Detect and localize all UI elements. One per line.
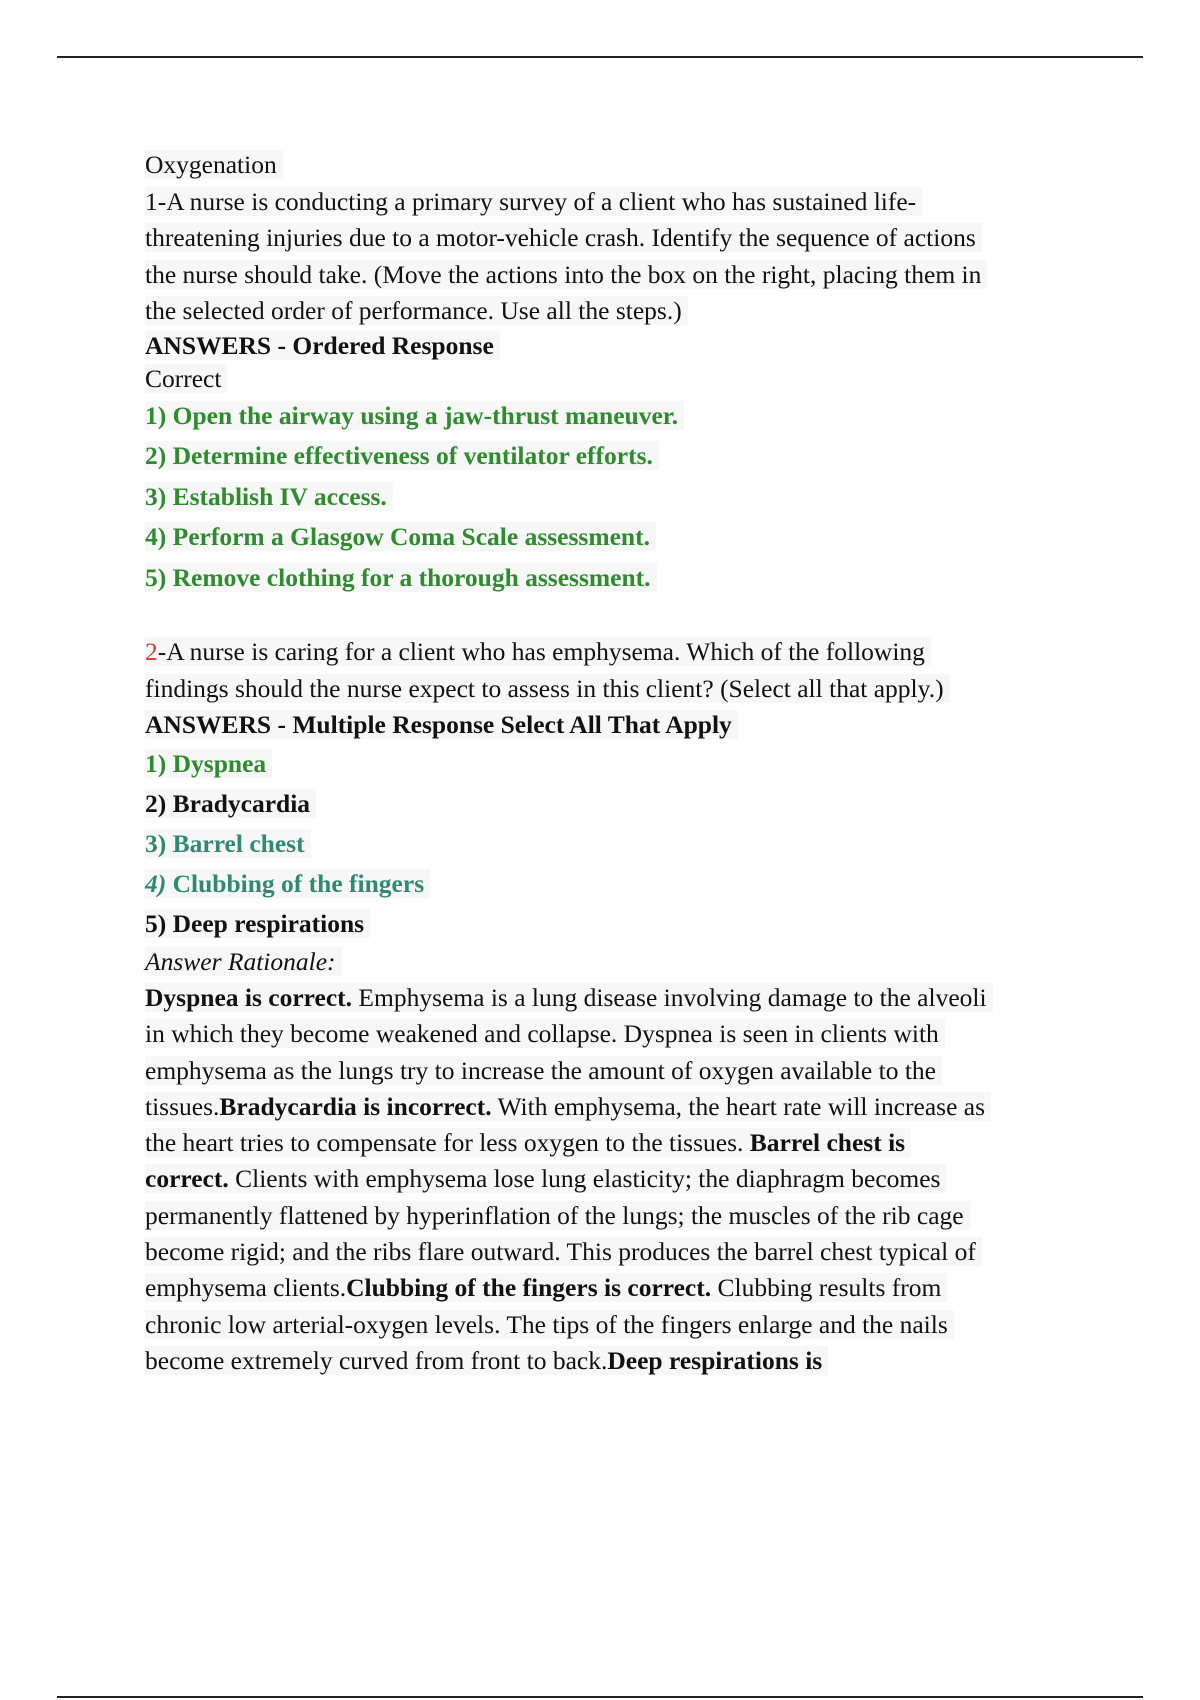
- question-1-answers-heading: ANSWERS - Ordered Response: [145, 330, 1085, 362]
- bottom-rule: [57, 1696, 1143, 1698]
- top-rule: [57, 56, 1143, 58]
- rationale-line: chronic low arterial-oxygen levels. The tips of the fingers enlarge and the nails: [145, 1307, 1085, 1343]
- rationale-line: become rigid; and the ribs flare outward. This produces the barrel chest typical of: [145, 1234, 1085, 1270]
- option-number: 4): [145, 868, 167, 898]
- question-2-number: 2: [145, 637, 158, 666]
- rationale-line: permanently flattened by hyperinflation of the lungs; the muscles of the rib cage: [145, 1198, 1085, 1234]
- question-1-line: threatening injuries due to a motor-vehicle crash. Identify the sequence of actions: [145, 220, 1085, 257]
- rationale-line: tissues.Bradycardia is incorrect. With emphysema, the heart rate will increase as: [145, 1089, 1085, 1125]
- rationale-line: Dyspnea is correct. Emphysema is a lung disease involving damage to the alveoli: [145, 980, 1085, 1016]
- rationale-line: the heart tries to compensate for less oxygen to the tissues. Barrel chest is: [145, 1125, 1085, 1161]
- question-1-line: 1-A nurse is conducting a primary survey of a client who has sustained life-: [145, 184, 1085, 221]
- question-2: [145, 634, 1085, 1379]
- question-2-line: findings should the nurse expect to assess in this client? (Select all that apply.): [145, 671, 1085, 708]
- section-title: Oxygenation: [145, 147, 1085, 184]
- question-2-option: 3) Barrel chest: [145, 824, 1085, 864]
- question-1-answer: 5) Remove clothing for a thorough assessment.: [145, 558, 1085, 599]
- question-2-option: [145, 864, 1085, 904]
- question-1-line: the nurse should take. (Move the actions into the box on the right, placing them in: [145, 257, 1085, 294]
- option-text: Clubbing of the fingers: [166, 868, 425, 898]
- question-1-answer: 3) Establish IV access.: [145, 477, 1085, 518]
- question-1-answer: 4) Perform a Glasgow Coma Scale assessment.: [145, 517, 1085, 558]
- question-2-option: 5) Deep respirations: [145, 904, 1085, 944]
- rationale-line: correct. Clients with emphysema lose lung elasticity; the diaphragm becomes: [145, 1161, 1085, 1197]
- question-1-line: the selected order of performance. Use all the steps.): [145, 293, 1085, 330]
- rationale-text: [145, 980, 1085, 1379]
- question-1-answer: 2) Determine effectiveness of ventilator efforts.: [145, 436, 1085, 477]
- question-1: [145, 184, 1085, 599]
- question-2-text: -A nurse is caring for a client who has emphysema. Which of the following: [157, 637, 925, 666]
- rationale-line: become extremely curved from front to back.Deep respirations is: [145, 1343, 1085, 1379]
- rationale-line: emphysema as the lungs try to increase the amount of oxygen available to the: [145, 1053, 1085, 1089]
- question-2-option: 2) Bradycardia: [145, 784, 1085, 824]
- question-1-answer: 1) Open the airway using a jaw-thrust maneuver.: [145, 396, 1085, 437]
- question-2-line: [145, 634, 1085, 671]
- spacer: [145, 598, 1085, 634]
- question-2-option: 1) Dyspnea: [145, 744, 1085, 784]
- rationale-line: emphysema clients.Clubbing of the fingers is correct. Clubbing results from: [145, 1270, 1085, 1306]
- rationale-label: Answer Rationale:: [145, 944, 1085, 981]
- rationale-line: in which they become weakened and collapse. Dyspnea is seen in clients with: [145, 1016, 1085, 1052]
- question-2-answers-heading: ANSWERS - Multiple Response Select All That Apply: [145, 707, 1085, 744]
- question-1-status: Correct: [145, 362, 1085, 396]
- document-body: [145, 147, 1085, 1379]
